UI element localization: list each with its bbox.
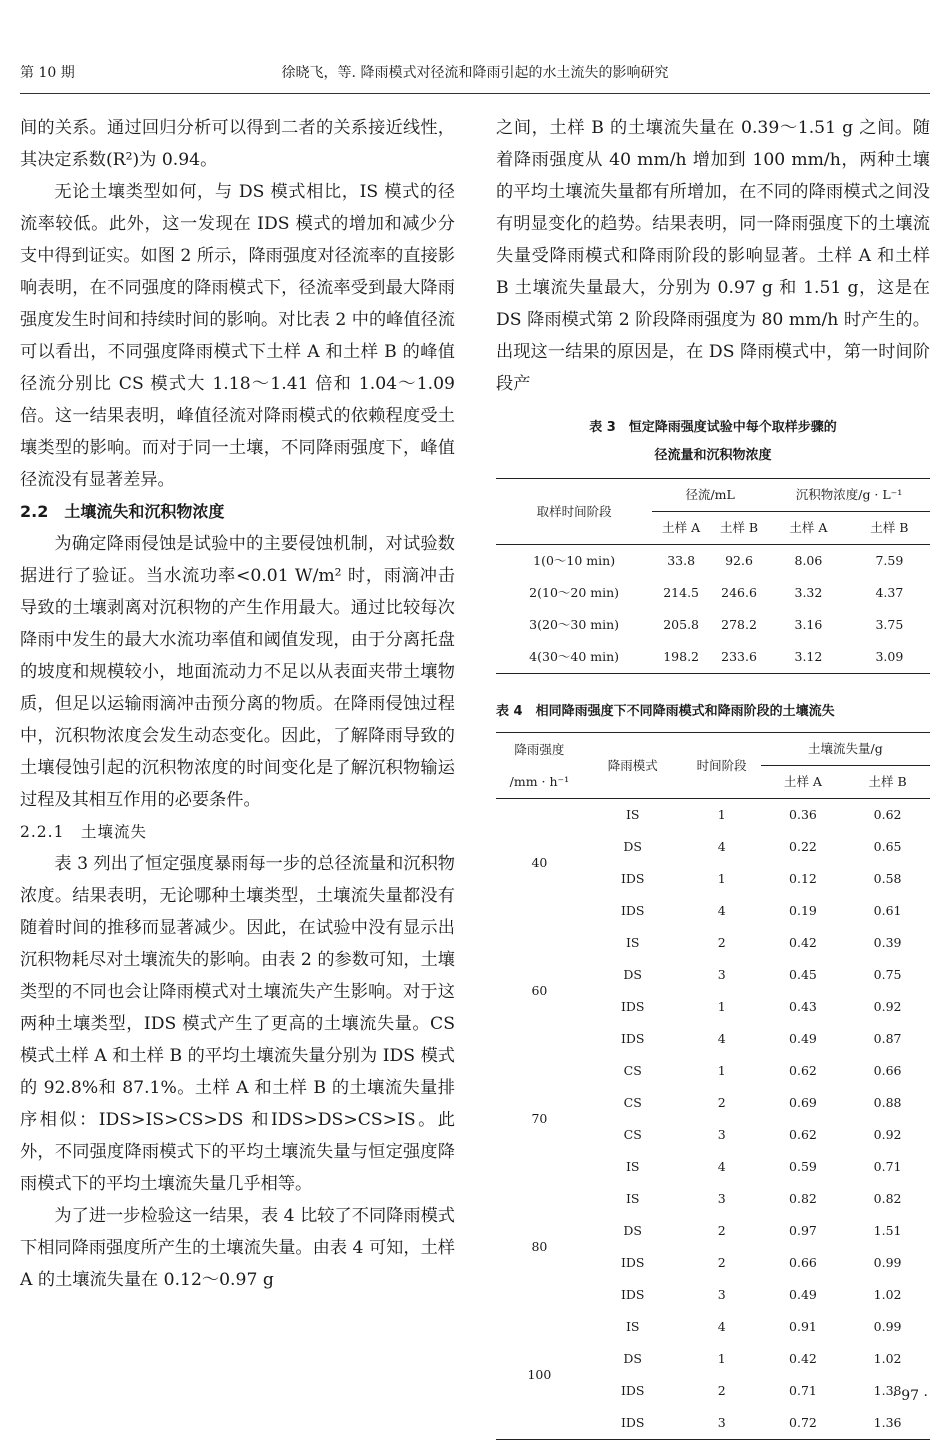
table-row — [496, 641, 930, 674]
table-cell: 0.42 — [789, 935, 817, 950]
paragraph: 表 3 列出了恒定强度暴雨每一步的总径流量和沉积物浓度。结果表明，无论哪种土壤类型，土壤流失量都没有随着时间的推移而显著减少。因此，在试验中没有显示出沉积物耗尽对土壤流失的影响。由表 2 的参数可知，土壤类型的不同也会让降雨模式对土壤流失产生影响。对于这两种土壤类型，IDS 模式产生了更高的土壤流失量。CS 模式土样 A 和土样 B 的平均土壤流失量分别为 IDS 模式的 92.8%和 87.1%。土样 A 和土样 B 的土壤流失量排序相似：IDS>IS>CS>DS 和IDS>DS>CS>IS。此外，不同强度降雨模式下的平均土壤流失量与恒定强度降雨模式下的平均土壤流失量几乎相等。 — [20, 854, 455, 1194]
table-cell: 1 — [717, 999, 726, 1014]
table-cell: 0.92 — [873, 1127, 902, 1142]
table-cell: 0.99 — [873, 1319, 902, 1334]
table-cell: 3(20～30 min) — [529, 617, 620, 632]
table-cell: 4 — [717, 839, 726, 854]
table-cell: 0.22 — [789, 839, 817, 854]
table-cell: IS — [625, 935, 640, 950]
table-cell: 1 — [717, 871, 726, 886]
table-cell: 0.59 — [789, 1159, 817, 1174]
table-cell: 2 — [717, 1255, 726, 1270]
table-cell: 246.6 — [721, 585, 757, 600]
table-cell: 0.12 — [789, 871, 817, 886]
table3-header-sediment: 沉积物浓度/g · L⁻¹ — [768, 479, 930, 512]
table-cell: 2 — [717, 935, 726, 950]
table-cell: 233.6 — [710, 641, 768, 674]
table-cell: 205.8 — [663, 617, 700, 632]
table-cell: 4 — [717, 1031, 726, 1046]
table-row — [496, 577, 930, 609]
table-cell: 3.75 — [875, 617, 904, 632]
table-cell: DS — [623, 839, 642, 854]
table4-header-mode: 降雨模式 — [583, 733, 683, 799]
table-row — [496, 545, 930, 578]
table-cell: 0.49 — [789, 1287, 817, 1302]
table3-header-runoff: 径流/mL — [652, 479, 768, 512]
table4-caption: 表 4 相同降雨强度下不同降雨模式和降雨阶段的土壤流失 — [496, 704, 835, 719]
table-cell: 0.82 — [789, 1191, 817, 1206]
running-header — [20, 60, 930, 86]
table-cell: 3 — [683, 1407, 761, 1440]
table-cell: 278.2 — [721, 617, 757, 632]
table3 — [496, 478, 930, 674]
table-cell: CS — [623, 1127, 642, 1142]
table-cell: 0.65 — [873, 839, 902, 854]
table-cell: 4.37 — [875, 585, 904, 600]
table-cell: IDS — [620, 999, 645, 1014]
table-cell: 198.2 — [652, 641, 710, 674]
table4 — [496, 732, 930, 1440]
right-column — [496, 112, 930, 1440]
table-cell: 3 — [717, 1191, 726, 1206]
paragraph: 间的关系。通过回归分析可以得到二者的关系接近线性，其决定系数(R²)为 0.94。 — [20, 118, 455, 170]
table3-caption: 表 3 恒定降雨强度试验中每个取样步骤的 — [589, 420, 837, 435]
table-cell: 0.43 — [789, 999, 817, 1014]
intensity-cell: 40 — [531, 855, 548, 870]
intensity-cell: 100 — [496, 1311, 583, 1440]
table3-caption-2: 径流量和沉积物浓度 — [654, 448, 772, 463]
table-row — [496, 609, 930, 641]
table-cell: IS — [625, 1159, 640, 1174]
table-cell: 1 — [717, 807, 726, 822]
table-cell: IS — [625, 1319, 640, 1334]
table-cell: 0.45 — [789, 967, 817, 982]
table-cell: IS — [625, 807, 640, 822]
table-cell: 0.66 — [873, 1063, 902, 1078]
table-cell: IS — [625, 1191, 640, 1206]
table4-sub-a: 土样 A — [761, 766, 845, 799]
table-row — [496, 927, 930, 959]
table-cell: 3.32 — [794, 585, 823, 600]
issue-number: 第 10 期 — [20, 65, 75, 81]
intensity-cell: 70 — [531, 1111, 548, 1126]
table-cell: 0.69 — [789, 1095, 817, 1110]
table3-sub-a: 土样 A — [652, 512, 710, 545]
table-cell: 33.8 — [667, 553, 696, 568]
table-cell: 0.62 — [789, 1127, 817, 1142]
table-cell: 1(0～10 min) — [533, 553, 616, 568]
table-cell: 4 — [717, 1319, 726, 1334]
table-cell: 92.6 — [725, 553, 753, 568]
table-row — [496, 799, 930, 832]
paragraph: 为确定降雨侵蚀是试验中的主要侵蚀机制，对试验数据进行了验证。当水流功率<0.01 W/m² 时，雨滴冲击导致的土壤剥离对沉积物的产生作用最大。通过比较每次降雨中发生的最大水流功率值和阈值发现，由于分离托盘的坡度和规模较小，地面流动力不足以从表面夹带土壤物质，但足以运输雨滴冲击预分离的物质。在降雨侵蚀过程中，沉积物浓度会发生动态变化。因此，了解降雨导致的土壤侵蚀引起的沉积物浓度的时间变化是了解沉积物输运过程及其相互作用的必要条件。 — [20, 534, 455, 810]
table-cell: 0.72 — [761, 1407, 845, 1440]
table-cell: 1.36 — [845, 1407, 930, 1440]
table-cell: 0.19 — [789, 903, 817, 918]
table-cell: 0.49 — [789, 1031, 817, 1046]
table-cell: 3 — [717, 1287, 726, 1302]
paragraph: 无论土壤类型如何，与 DS 模式相比，IS 模式的径流率较低。此外，这一发现在 IDS 模式的增加和减少分支中得到证实。如图 2 所示，降雨强度对径流率的直接影响表明，在不同强度的降雨模式下，径流率受到最大降雨强度发生时间和持续时间的影响。对比表 2 中的峰值径流可以看出，不同强度降雨模式下土样 A 和土样 B 的峰值径流分别比 CS 模式大 1.18～1.41 倍和 1.04～1.09 倍。这一结果表明，峰值径流对降雨模式的依赖程度受土壤类型的影响。而对于同一土壤，不同降雨强度下，峰值径流没有显著差异。 — [20, 182, 455, 490]
table-cell: 0.36 — [789, 807, 817, 822]
table-cell: 2 — [717, 1095, 726, 1110]
table-cell: 3 — [717, 1127, 726, 1142]
table-cell: DS — [623, 1223, 642, 1238]
table-cell: 1.02 — [873, 1351, 902, 1366]
table-cell: CS — [623, 1063, 642, 1078]
table-cell: 2 — [717, 1383, 726, 1398]
paragraph: 为了进一步检验这一结果，表 4 比较了不同降雨模式下相同降雨强度所产生的土壤流失量。由表 4 可知，土样 A 的土壤流失量在 0.12～0.97 g — [20, 1206, 455, 1290]
page-number: · 97 · — [892, 1388, 928, 1404]
table-cell: 0.92 — [873, 999, 902, 1014]
table-cell: 0.75 — [873, 967, 902, 982]
table-cell: 0.88 — [873, 1095, 902, 1110]
table-cell: 7.59 — [875, 553, 904, 568]
table4-header-intensity-label: 降雨强度 — [514, 741, 565, 757]
left-column — [20, 112, 455, 1296]
table3-sub-b: 土样 B — [849, 512, 930, 545]
section-heading: 2.2 土壤流失和沉积物浓度 — [20, 502, 225, 521]
table-cell: 2 — [717, 1223, 726, 1238]
table3-sub-a: 土样 A — [768, 512, 849, 545]
running-title: 徐晓飞，等. 降雨模式对径流和降雨引起的水土流失的影响研究 — [281, 65, 669, 81]
table-cell: 0.82 — [873, 1191, 902, 1206]
table-cell: 3.12 — [768, 641, 849, 674]
paragraph: 之间，土样 B 的土壤流失量在 0.39～1.51 g 之间。随着降雨强度从 40 mm/h 增加到 100 mm/h，两种土壤的平均土壤流失量都有所增加，在不同的降雨模式之间没有明显变化的趋势。结果表明，同一降雨强度下的土壤流失量受降雨模式和降雨阶段的影响显著。土样 A 和土样 B 土壤流失量最大，分别为 0.97 g 和 1.51 g，这是在 DS 降雨模式第 2 阶段降雨强度为 80 mm/h 时产生的。出现这一结果的原因是，在 DS 降雨模式中，第一时间阶段产 — [496, 118, 930, 394]
table-cell: IDS — [620, 1255, 645, 1270]
table-cell: 3.16 — [794, 617, 823, 632]
table-cell: CS — [623, 1095, 642, 1110]
table-cell: 0.58 — [873, 871, 902, 886]
table-cell: 1 — [717, 1063, 726, 1078]
table4-header-stage: 时间阶段 — [683, 733, 761, 799]
table-row — [496, 1311, 930, 1343]
table-cell: IDS — [620, 1287, 645, 1302]
table-cell: 214.5 — [663, 585, 700, 600]
table-cell: 1 — [717, 1351, 726, 1366]
table-cell: 2(10～20 min) — [529, 585, 620, 600]
table-cell: 0.97 — [789, 1223, 817, 1238]
table-cell: 1.38 — [873, 1383, 902, 1398]
table4-header-intensity-unit: /mm · h⁻¹ — [509, 773, 570, 789]
intensity-cell: 60 — [531, 983, 548, 998]
table-cell: DS — [623, 967, 642, 982]
table-cell: 4 — [717, 903, 726, 918]
table-cell: 0.62 — [789, 1063, 817, 1078]
table-cell: 0.91 — [789, 1319, 817, 1334]
table-cell: 8.06 — [794, 553, 823, 568]
table-cell: IDS — [620, 1383, 645, 1398]
table-row — [496, 1055, 930, 1087]
table-cell: 4(30～40 min) — [496, 641, 652, 674]
table3-sub-b: 土样 B — [710, 512, 768, 545]
table-cell: 0.42 — [789, 1351, 817, 1366]
table4-sub-b: 土样 B — [845, 766, 930, 799]
table-cell: DS — [623, 1351, 642, 1366]
table-cell: 0.71 — [789, 1383, 817, 1398]
table-cell: 0.71 — [873, 1159, 902, 1174]
table-cell: 0.61 — [873, 903, 902, 918]
table-cell: 3.09 — [849, 641, 930, 674]
table4-header-intensity — [496, 733, 583, 799]
table-cell: 3 — [717, 967, 726, 982]
table-cell: 0.87 — [873, 1031, 902, 1046]
table-cell: IDS — [620, 871, 645, 886]
table3-header-stage: 取样时间阶段 — [496, 479, 652, 545]
table-cell: 0.66 — [789, 1255, 817, 1270]
table-cell: IDS — [620, 903, 645, 918]
table-cell: IDS — [583, 1407, 683, 1440]
header-rule — [20, 93, 930, 94]
table-cell: 4 — [717, 1159, 726, 1174]
table-cell: 0.99 — [873, 1255, 902, 1270]
table4-header-loss: 土壤流失量/g — [761, 733, 930, 766]
table-cell: 1.51 — [873, 1223, 902, 1238]
table-cell: 0.62 — [873, 807, 902, 822]
table-cell: 0.39 — [873, 935, 902, 950]
table-row — [496, 1183, 930, 1215]
table-cell: 1.02 — [873, 1287, 902, 1302]
table-cell: IDS — [620, 1031, 645, 1046]
subsection-heading: 2.2.1 土壤流失 — [20, 823, 147, 841]
intensity-cell: 80 — [531, 1239, 548, 1254]
